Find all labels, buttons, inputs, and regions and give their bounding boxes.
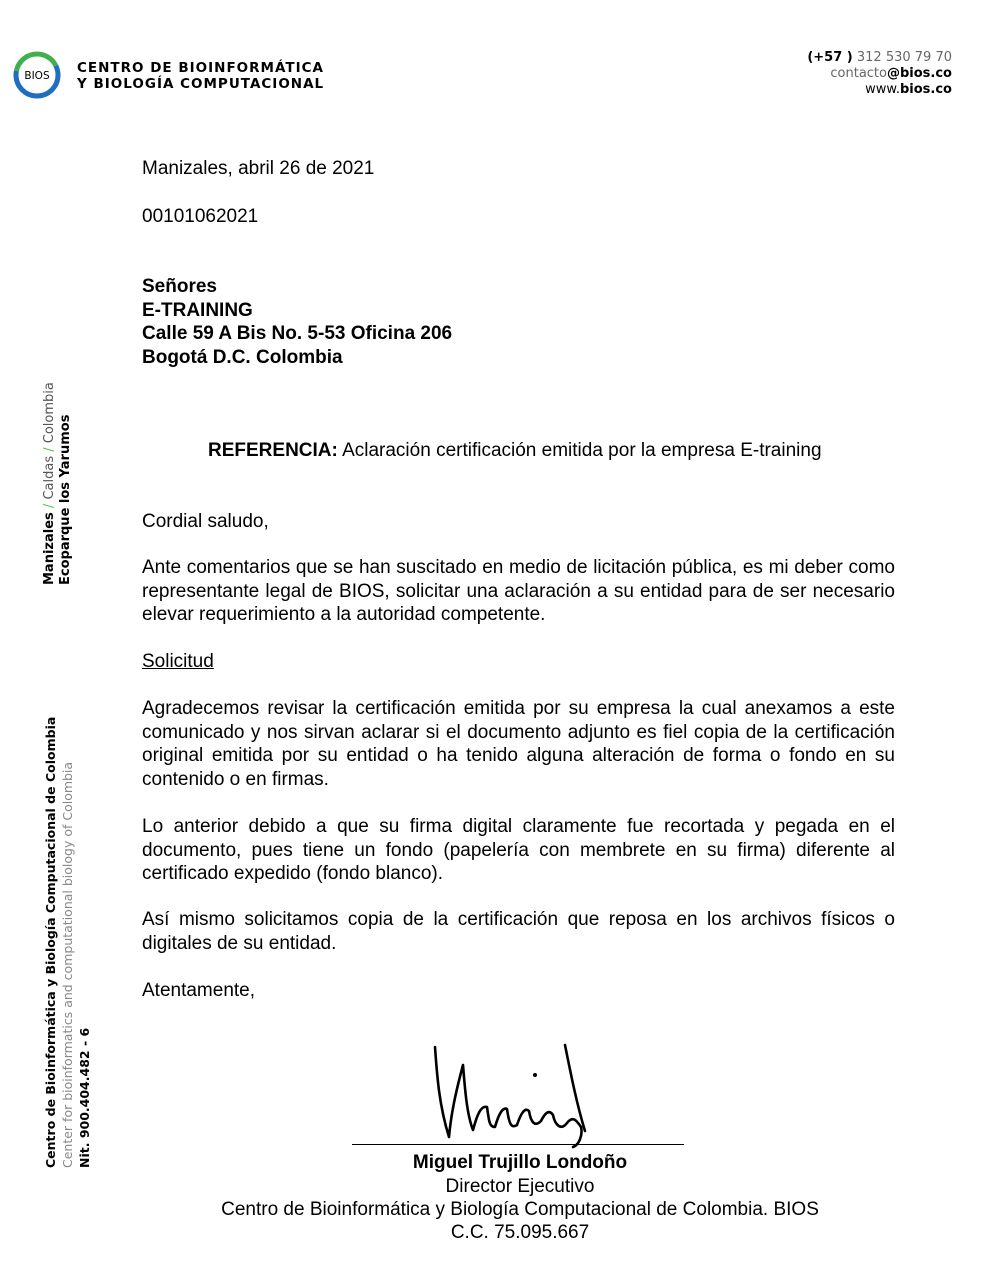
- recipient-company: E-TRAINING: [142, 299, 253, 321]
- website-domain: bios.co: [899, 82, 952, 97]
- closing: Atentamente,: [142, 980, 256, 1001]
- side-location: [42, 382, 74, 585]
- handwritten-signature: [415, 1035, 605, 1155]
- recipient-salutation: Señores: [142, 276, 217, 297]
- side-organization: [42, 717, 93, 1168]
- phone-number: 312 530 79 70: [856, 50, 952, 65]
- signature-line: [352, 1144, 684, 1145]
- side-location-line1: Manizales / Caldas / Colombia: [42, 382, 57, 585]
- side-nit: Nit. 900.404.482 - 6: [77, 1027, 92, 1168]
- bios-logo: [12, 50, 62, 100]
- email-domain: @bios.co: [886, 66, 952, 81]
- contact-info: [807, 50, 952, 98]
- greeting: Cordial saludo,: [142, 511, 269, 532]
- signer-name: Miguel Trujillo Londoño: [412, 1152, 628, 1173]
- recipient-block: [142, 275, 895, 369]
- paragraph-request: Agradecemos revisar la certificación emitida por su empresa la cual anexamos a este comunicado y nos sirvan aclarar si el documento adjunto es fiel copia de la certificación original emitida por su entidad o ha tenido alguna alteración de forma o fondo en su contenido o en firmas.: [142, 698, 895, 790]
- paragraph-reason: Lo anterior debido a que su firma digital claramente fue recortada y pegada en el documento, pues tiene un fondo (papelería con membrete en su firma) diferente al certificado expedido (fondo blanco).: [142, 816, 895, 884]
- side-location-place: Ecoparque los Yarumos: [58, 414, 73, 585]
- paragraph-intro: Ante comentarios que se han suscitado en medio de licitación pública, es mi deber como representante legal de BIOS, solicitar una aclaración a su entidad para de ser necesario elevar requerimiento a la autoridad competente.: [142, 557, 895, 625]
- logo-text: BIOS: [24, 70, 50, 82]
- org-name-line2: Y BIOLOGÍA COMPUTACIONAL: [77, 76, 325, 92]
- reference-line: [208, 440, 822, 462]
- phone-prefix: (+57 ): [807, 50, 853, 65]
- signer-organization: Centro de Bioinformática y Biología Computacional de Colombia. BIOS: [221, 1199, 819, 1220]
- paragraph-copy-request: Así mismo solicitamos copia de la certificación que reposa en los archivos físicos o digitales de su entidad.: [142, 909, 895, 954]
- reference-text: Aclaración certificación emitida por la empresa E-training: [337, 440, 822, 461]
- org-name: [77, 60, 324, 92]
- contact-website[interactable]: [807, 82, 952, 98]
- website-prefix: www.: [865, 82, 900, 97]
- email-user: contacto: [830, 66, 887, 81]
- section-title: Solicitud: [142, 651, 214, 672]
- contact-email[interactable]: [807, 66, 952, 82]
- side-org-en: Center for bioinformatics and computational biology of Colombia: [60, 761, 75, 1168]
- signer-id: C.C. 75.095.667: [450, 1222, 590, 1243]
- signer-title: Director Ejecutivo: [445, 1176, 595, 1197]
- letter-date: Manizales, abril 26 de 2021: [142, 158, 375, 179]
- contact-phone: [807, 50, 952, 66]
- recipient-city: Bogotá D.C. Colombia: [142, 346, 343, 368]
- recipient-address: Calle 59 A Bis No. 5-53 Oficina 206: [142, 323, 453, 344]
- letter-number: 00101062021: [142, 206, 259, 227]
- side-org-es: Centro de Bioinformática y Biología Computacional de Colombia: [43, 716, 58, 1168]
- reference-label: REFERENCIA:: [208, 440, 338, 461]
- org-name-line1: CENTRO DE BIOINFORMÁTICA: [77, 60, 324, 76]
